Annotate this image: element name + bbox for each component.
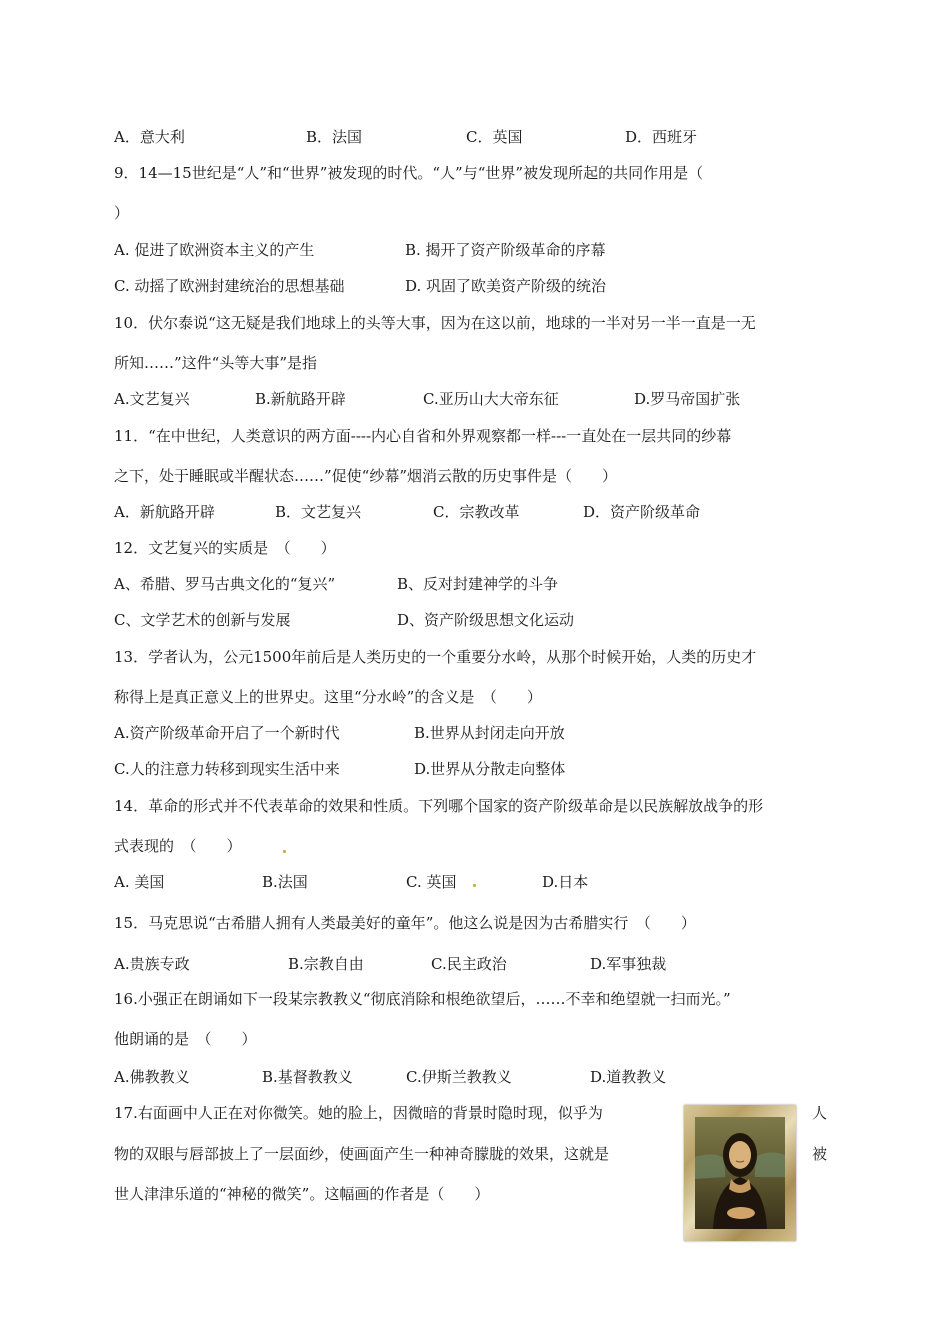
q11-stem-line1: 11．“在中世纪，人类意识的两方面----内心自省和外界观察都一样---一直处在一层共同的纱幕 <box>114 427 732 445</box>
q9-option-a: A. 促进了欧洲资本主义的产生 <box>114 241 315 259</box>
q16-option-d: D.道教教义 <box>590 1068 667 1086</box>
mona-lisa-illustration <box>695 1117 785 1229</box>
q13-option-a: A.资产阶级革命开启了一个新时代 <box>114 724 340 742</box>
q11-option-a: A．新航路开辟 <box>114 503 215 521</box>
q15-option-d: D.军事独裁 <box>590 955 667 973</box>
q14-option-d: D.日本 <box>542 873 589 891</box>
q15-stem: 15．马克思说“古希腊人拥有人类最美好的童年”。他这么说是因为古希腊实行 （ ） <box>114 914 696 932</box>
q15-option-b: B.宗教自由 <box>288 955 364 973</box>
q16-stem-line1: 16.小强正在朗诵如下一段某宗教教义“彻底消除和根绝欲望后，……不幸和绝望就一扫而光。” <box>114 990 731 1008</box>
painting-canvas <box>695 1117 785 1229</box>
q13-option-d: D.世界从分散走向整体 <box>414 760 566 778</box>
framed-painting <box>684 1105 796 1241</box>
q8-option-b: B．法国 <box>306 128 363 146</box>
q16-option-b: B.基督教教义 <box>262 1068 353 1086</box>
q13-stem-line1: 13．学者认为，公元1500年前后是人类历史的一个重要分水岭，从那个时候开始，人类的历史才 <box>114 648 757 666</box>
q15-option-a: A.贵族专政 <box>114 955 190 973</box>
q17-line3: 世人津津乐道的“神秘的微笑”。这幅画的作者是（ ） <box>114 1185 490 1203</box>
q9-option-c: C. 动摇了欧洲封建统治的思想基础 <box>114 277 345 295</box>
q13-stem-line2: 称得上是真正意义上的世界史。这里“分水岭”的含义是 （ ） <box>114 688 542 706</box>
q8-option-d: D．西班牙 <box>625 128 698 146</box>
q10-option-c: C.亚历山大大帝东征 <box>423 390 559 408</box>
q14-stem-line2: 式表现的 （ ） <box>114 837 242 855</box>
q9-option-d: D. 巩固了欧美资产阶级的统治 <box>405 277 607 295</box>
q10-stem-line1: 10．伏尔泰说“这无疑是我们地球上的头等大事，因为在这以前，地球的一半对另一半一直是一无 <box>114 314 756 332</box>
stray-dot-mark <box>473 884 476 887</box>
q17-line2: 物的双眼与唇部披上了一层面纱，使画面产生一种神奇朦胧的效果，这就是 <box>114 1145 610 1163</box>
q12-stem: 12．文艺复兴的实质是 （ ） <box>114 539 336 557</box>
q10-option-d: D.罗马帝国扩张 <box>634 390 741 408</box>
q8-option-a: A．意大利 <box>114 128 185 146</box>
q12-option-c: C、文学艺术的创新与发展 <box>114 611 291 629</box>
q10-stem-line2: 所知……”这件“头等大事”是指 <box>114 354 318 372</box>
q14-option-c: C. 英国 <box>406 873 457 891</box>
q11-option-c: C．宗教改革 <box>433 503 520 521</box>
q14-option-b: B.法国 <box>262 873 308 891</box>
q13-option-b: B.世界从封闭走向开放 <box>414 724 565 742</box>
q12-option-b: B、反对封建神学的斗争 <box>397 575 559 593</box>
q16-option-a: A.佛教教义 <box>114 1068 190 1086</box>
q11-option-b: B．文艺复兴 <box>275 503 362 521</box>
q12-option-a: A、希腊、罗马古典文化的“复兴” <box>114 575 336 593</box>
q11-option-d: D．资产阶级革命 <box>583 503 701 521</box>
q17-line2-end: 被 <box>812 1145 828 1163</box>
q10-option-a: A.文艺复兴 <box>114 390 190 408</box>
q16-option-c: C.伊斯兰教教义 <box>406 1068 512 1086</box>
q11-stem-line2: 之下，处于睡眠或半醒状态……”促使“纱幕”烟消云散的历史事件是（ ） <box>114 467 618 485</box>
q9-option-b: B. 揭开了资产阶级革命的序幕 <box>405 241 606 259</box>
q8-option-c: C．英国 <box>466 128 523 146</box>
q13-option-c: C.人的注意力转移到现实生活中来 <box>114 760 340 778</box>
q12-option-d: D、资产阶级思想文化运动 <box>397 611 575 629</box>
q9-stem-line2: ） <box>114 204 130 222</box>
q17-line1-end: 人 <box>812 1104 828 1122</box>
q14-stem-line1: 14．革命的形式并不代表革命的效果和性质。下列哪个国家的资产阶级革命是以民族解放战争的形 <box>114 797 764 815</box>
q10-option-b: B.新航路开辟 <box>255 390 346 408</box>
q9-stem-line1: 9．14—15世纪是“人”和“世界”被发现的时代。“人”与“世界”被发现所起的共同作用是（ <box>114 164 704 182</box>
stray-dot-mark <box>283 850 286 853</box>
q17-line1: 17.右面画中人正在对你微笑。她的脸上，因微暗的背景时隐时现，似乎为 <box>114 1104 603 1122</box>
q16-stem-line2: 他朗诵的是 （ ） <box>114 1030 257 1048</box>
q14-option-a: A. 美国 <box>114 873 165 891</box>
q15-option-c: C.民主政治 <box>431 955 507 973</box>
